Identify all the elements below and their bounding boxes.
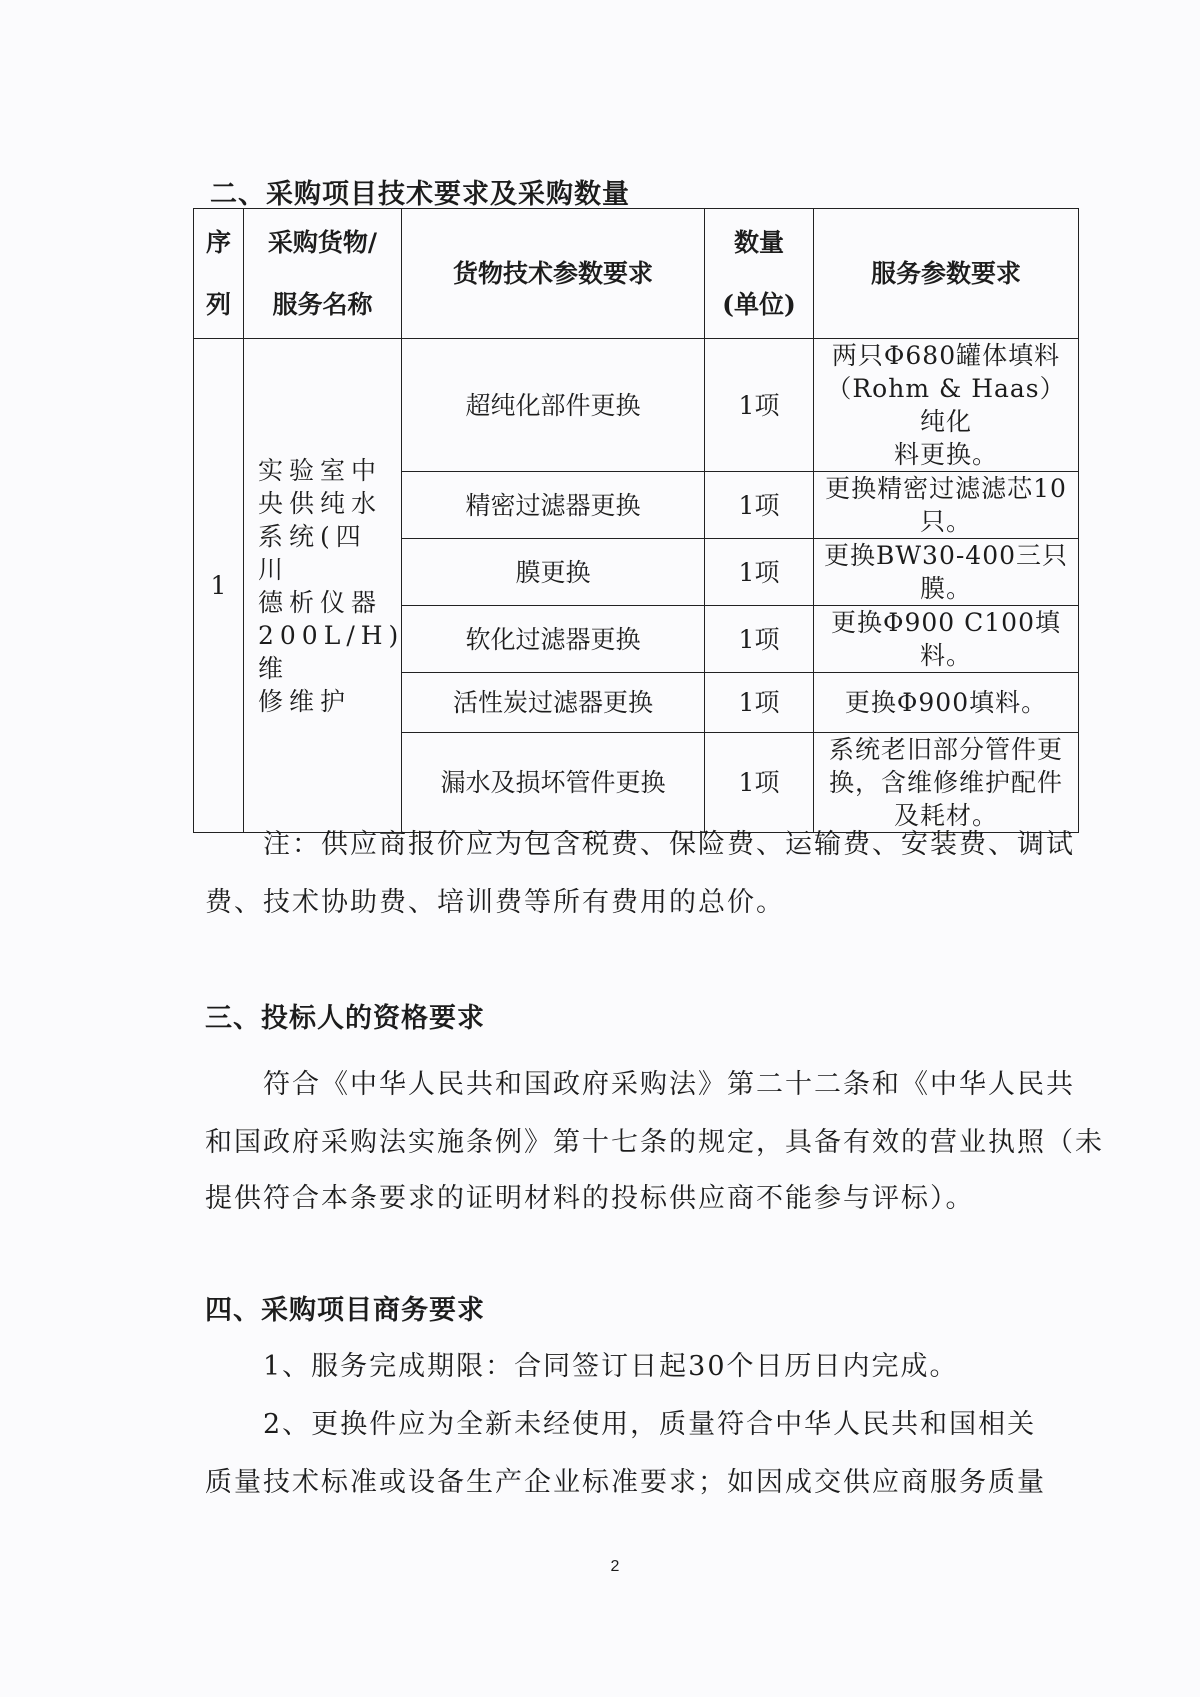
section4-title: 四、采购项目商务要求	[205, 1295, 485, 1326]
section3-line-2: 和国政府采购法实施条例》第十七条的规定，具备有效的营业执照（未	[205, 1127, 1104, 1158]
service-cell: 两只Φ680罐体填料 （Rohm & Haas）纯化 料更换。	[814, 339, 1079, 472]
service-cell: 更换BW30-400三只 膜。	[814, 539, 1079, 606]
service-cell: 更换Φ900填料。	[814, 673, 1079, 733]
item-name-cell: 实验室中 央供纯水 系统(四川 德析仪器 200L/H)维 修维护	[244, 339, 402, 833]
note-line-1: 注：供应商报价应为包含税费、保险费、运输费、安装费、调试	[263, 829, 1075, 860]
section4-item-2-line-1: 2、更换件应为全新未经使用，质量符合中华人民共和国相关	[263, 1409, 1037, 1440]
section3-line-3: 提供符合本条要求的证明材料的投标供应商不能参与评标）。	[205, 1183, 975, 1214]
tech-cell: 软化过滤器更换	[402, 606, 705, 673]
section4-item-2-line-2: 质量技术标准或设备生产企业标准要求；如因成交供应商服务质量	[205, 1467, 1046, 1498]
qty-cell: 1项	[705, 606, 814, 673]
tech-cell: 超纯化部件更换	[402, 339, 705, 472]
header-qty: 数量 (单位)	[705, 209, 814, 339]
header-service: 服务参数要求	[814, 209, 1079, 339]
table-header-row	[194, 209, 1079, 339]
qty-cell: 1项	[705, 339, 814, 472]
section3-line-1: 符合《中华人民共和国政府采购法》第二十二条和《中华人民共	[263, 1069, 1075, 1100]
section3-title: 三、投标人的资格要求	[205, 1003, 485, 1034]
note-line-2: 费、技术协助费、培训费等所有费用的总价。	[205, 887, 785, 918]
tech-cell: 精密过滤器更换	[402, 472, 705, 539]
service-cell: 更换Φ900 C100填料。	[814, 606, 1079, 673]
tech-cell: 膜更换	[402, 539, 705, 606]
tech-cell: 漏水及损坏管件更换	[402, 733, 705, 833]
qty-cell: 1项	[705, 472, 814, 539]
tech-cell: 活性炭过滤器更换	[402, 673, 705, 733]
seq-cell: 1	[194, 339, 244, 833]
service-cell: 更换精密过滤滤芯10 只。	[814, 472, 1079, 539]
qty-cell: 1项	[705, 673, 814, 733]
page-number: 2	[610, 1558, 620, 1575]
qty-cell: 1项	[705, 539, 814, 606]
section4-item-1: 1、服务完成期限：合同签订日起30个日历日内完成。	[263, 1351, 959, 1382]
header-tech: 货物技术参数要求	[402, 209, 705, 339]
section2-title: 二、采购项目技术要求及采购数量	[210, 179, 630, 210]
header-seq: 序 列	[194, 209, 244, 339]
service-cell: 系统老旧部分管件更 换，含维修维护配件 及耗材。	[814, 733, 1079, 833]
table-row	[194, 339, 1079, 472]
procurement-table	[193, 208, 1079, 833]
header-name: 采购货物/ 服务名称	[244, 209, 402, 339]
qty-cell: 1项	[705, 733, 814, 833]
